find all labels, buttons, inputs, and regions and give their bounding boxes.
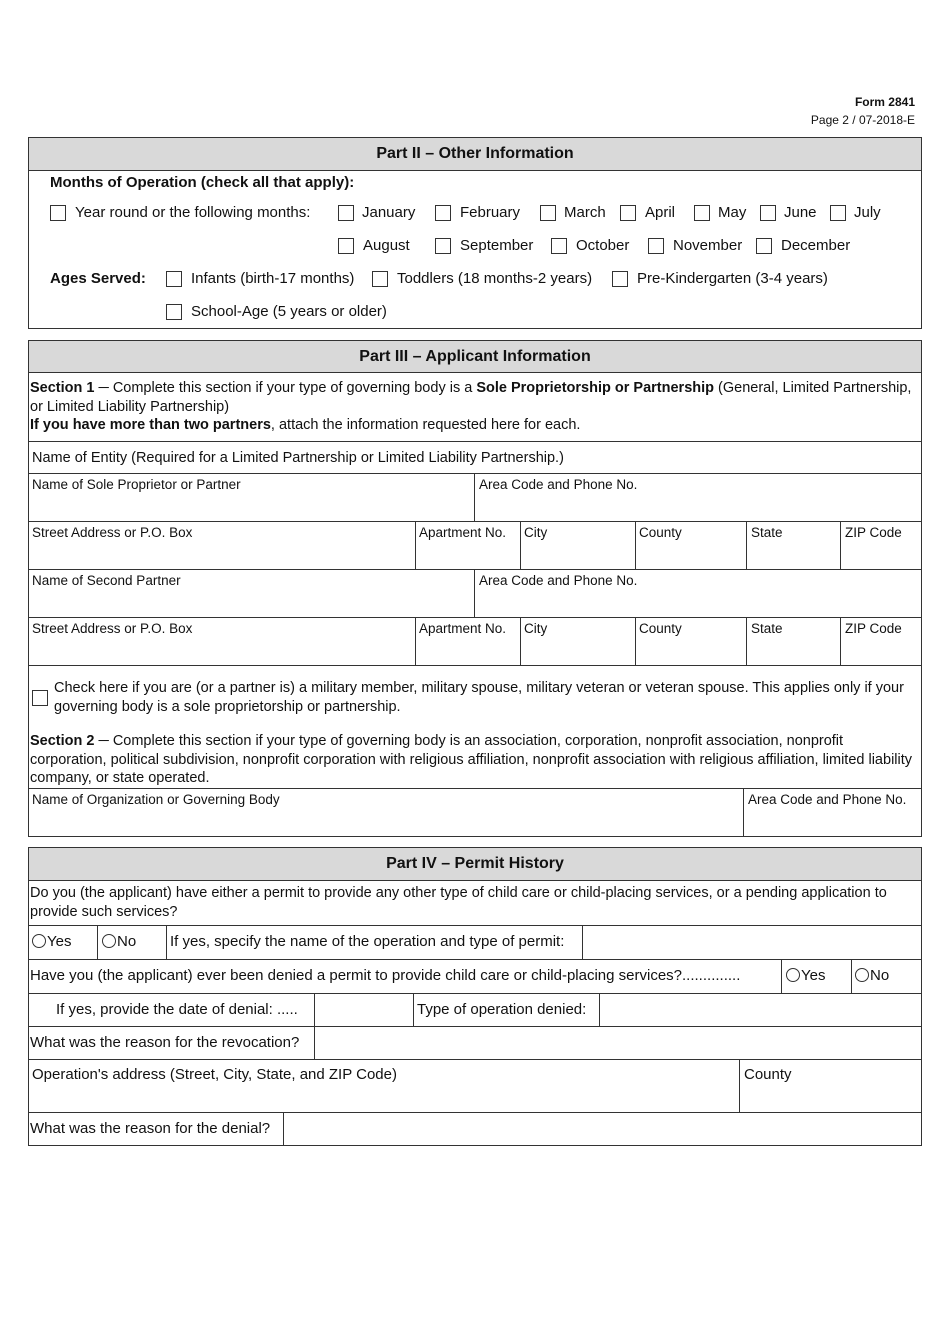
state2-label[interactable]: State xyxy=(751,621,783,636)
denial-date-label: If yes, provide the date of denial: ..... xyxy=(56,1001,298,1018)
age-prek-label: Pre-Kindergarten (3-4 years) xyxy=(637,270,828,287)
q2-no-circle xyxy=(855,968,869,982)
section2-dash: ─ xyxy=(94,733,113,749)
operation-county-label[interactable]: County xyxy=(744,1066,792,1083)
month-october-checkbox[interactable] xyxy=(551,238,567,254)
q1-no-radio[interactable] xyxy=(102,933,136,950)
zip1-label[interactable]: ZIP Code xyxy=(845,525,902,540)
section2-body: Complete this section if your type of governing body is an association, corporation, nonprofit association, nonprofit corporation, political subdivision, nonprofit corporation with religious affiliation, nonprofit association with religious affiliation, limited liability company, or state operated. xyxy=(30,733,913,786)
state1-label[interactable]: State xyxy=(751,525,783,540)
street1-label[interactable]: Street Address or P.O. Box xyxy=(32,525,193,540)
section1-text-c: , attach the information requested here for each. xyxy=(270,417,581,433)
part3-title: Part III – Applicant Information xyxy=(28,340,922,373)
month-february-checkbox[interactable] xyxy=(435,205,451,221)
month-march-checkbox[interactable] xyxy=(540,205,556,221)
section1-title: Section 1 xyxy=(30,380,95,396)
q2-yes-radio[interactable] xyxy=(786,967,825,984)
month-november-label: November xyxy=(673,237,743,254)
revocation-reason-label: What was the reason for the revocation? xyxy=(30,1034,300,1051)
street2-label[interactable]: Street Address or P.O. Box xyxy=(32,621,193,636)
q1-text: Do you (the applicant) have either a permit to provide any other type of child care or child-placing services, or a pending application to provide such services? xyxy=(30,885,887,920)
months-label: Months of Operation (check all that apply): xyxy=(50,174,355,191)
form-number: Form 2841 xyxy=(854,95,915,109)
operation-address-label[interactable]: Operation's address (Street, City, State, and ZIP Code) xyxy=(32,1066,397,1083)
age-toddlers-checkbox[interactable] xyxy=(372,271,388,287)
specify-input[interactable] xyxy=(583,926,921,958)
city2-label[interactable]: City xyxy=(524,621,548,636)
month-february-label: February xyxy=(460,204,521,221)
q1-yes-radio[interactable] xyxy=(32,933,71,950)
q2-text: Have you (the applicant) ever been denied a permit to provide child care or child-placing services?.............. xyxy=(30,967,741,984)
city1-label[interactable]: City xyxy=(524,525,548,540)
month-august-checkbox[interactable] xyxy=(338,238,354,254)
month-march-label: March xyxy=(564,204,606,221)
section1-text-a: Complete this section if your type of governing body is a xyxy=(112,380,477,396)
section1-dash: ─ xyxy=(94,380,113,396)
q2-no-radio[interactable] xyxy=(855,967,889,984)
month-may-checkbox[interactable] xyxy=(694,205,710,221)
q1-no-label: No xyxy=(117,933,137,950)
section1-text xyxy=(30,379,915,435)
ages-label: Ages Served: xyxy=(50,270,146,287)
revocation-reason-input[interactable] xyxy=(315,1027,921,1058)
sole-proprietor-label[interactable]: Name of Sole Proprietor or Partner xyxy=(32,477,241,492)
section2-title: Section 2 xyxy=(30,733,95,749)
q1-no-circle xyxy=(102,934,116,948)
section1-bold2: If you have more than two partners xyxy=(30,417,271,433)
q1-yes-circle xyxy=(32,934,46,948)
q2-yes-circle xyxy=(786,968,800,982)
age-toddlers-label: Toddlers (18 months-2 years) xyxy=(397,270,593,287)
q2-no-label: No xyxy=(870,967,890,984)
denial-reason-label: What was the reason for the denial? xyxy=(30,1120,271,1137)
org-name-label[interactable]: Name of Organization or Governing Body xyxy=(32,792,280,807)
county1-label[interactable]: County xyxy=(639,525,682,540)
month-january-label: January xyxy=(362,204,416,221)
section2-text xyxy=(30,732,918,788)
phone1-label[interactable]: Area Code and Phone No. xyxy=(479,477,638,492)
month-june-checkbox[interactable] xyxy=(760,205,776,221)
county2-label[interactable]: County xyxy=(639,621,682,636)
apt1-label[interactable]: Apartment No. xyxy=(419,525,507,540)
denial-date-input[interactable] xyxy=(315,994,413,1026)
q1-yes-label: Yes xyxy=(47,933,72,950)
age-prek-checkbox[interactable] xyxy=(612,271,628,287)
section1-bold: Sole Proprietorship or Partnership xyxy=(476,380,714,396)
military-checkbox[interactable] xyxy=(32,690,48,706)
age-schoolage-label: School-Age (5 years or older) xyxy=(191,303,387,320)
month-january-checkbox[interactable] xyxy=(338,205,354,221)
month-december-checkbox[interactable] xyxy=(756,238,772,254)
month-november-checkbox[interactable] xyxy=(648,238,664,254)
month-august-label: August xyxy=(363,237,410,254)
apt2-label[interactable]: Apartment No. xyxy=(419,621,507,636)
q2-yes-label: Yes xyxy=(801,967,826,984)
military-text: Check here if you are (or a partner is) a military member, military spouse, military veteran or veteran spouse. This applies only if your governing body is a sole proprietorship or partnership. xyxy=(54,680,904,715)
part4-title: Part IV – Permit History xyxy=(28,847,922,881)
month-july-checkbox[interactable] xyxy=(830,205,846,221)
year-round-label: Year round or the following months: xyxy=(75,204,311,221)
page-info: Page 2 / 07-2018-E xyxy=(810,113,915,127)
denial-reason-input[interactable] xyxy=(284,1113,921,1145)
month-september-checkbox[interactable] xyxy=(435,238,451,254)
month-july-label: July xyxy=(854,204,881,221)
entity-name-label[interactable]: Name of Entity (Required for a Limited Partnership or Limited Liability Partnership.) xyxy=(32,450,564,466)
month-december-label: December xyxy=(781,237,851,254)
second-partner-label[interactable]: Name of Second Partner xyxy=(32,573,181,588)
age-infants-label: Infants (birth-17 months) xyxy=(191,270,355,287)
phone2-label[interactable]: Area Code and Phone No. xyxy=(479,573,638,588)
month-april-checkbox[interactable] xyxy=(620,205,636,221)
month-may-label: May xyxy=(718,204,747,221)
specify-label: If yes, specify the name of the operation and type of permit: xyxy=(170,933,565,950)
type-denied-label: Type of operation denied: xyxy=(417,1001,587,1018)
zip2-label[interactable]: ZIP Code xyxy=(845,621,902,636)
year-round-checkbox[interactable] xyxy=(50,205,66,221)
section1-text-b: (General, Limited Partnership, or Limited Liability Partnership) xyxy=(30,380,912,415)
age-infants-checkbox[interactable] xyxy=(166,271,182,287)
month-april-label: April xyxy=(645,204,676,221)
org-phone-label[interactable]: Area Code and Phone No. xyxy=(748,792,907,807)
type-denied-input[interactable] xyxy=(600,994,921,1026)
month-october-label: October xyxy=(576,237,630,254)
part2-title: Part II – Other Information xyxy=(28,137,922,171)
month-june-label: June xyxy=(784,204,817,221)
age-schoolage-checkbox[interactable] xyxy=(166,304,182,320)
month-september-label: September xyxy=(460,237,534,254)
